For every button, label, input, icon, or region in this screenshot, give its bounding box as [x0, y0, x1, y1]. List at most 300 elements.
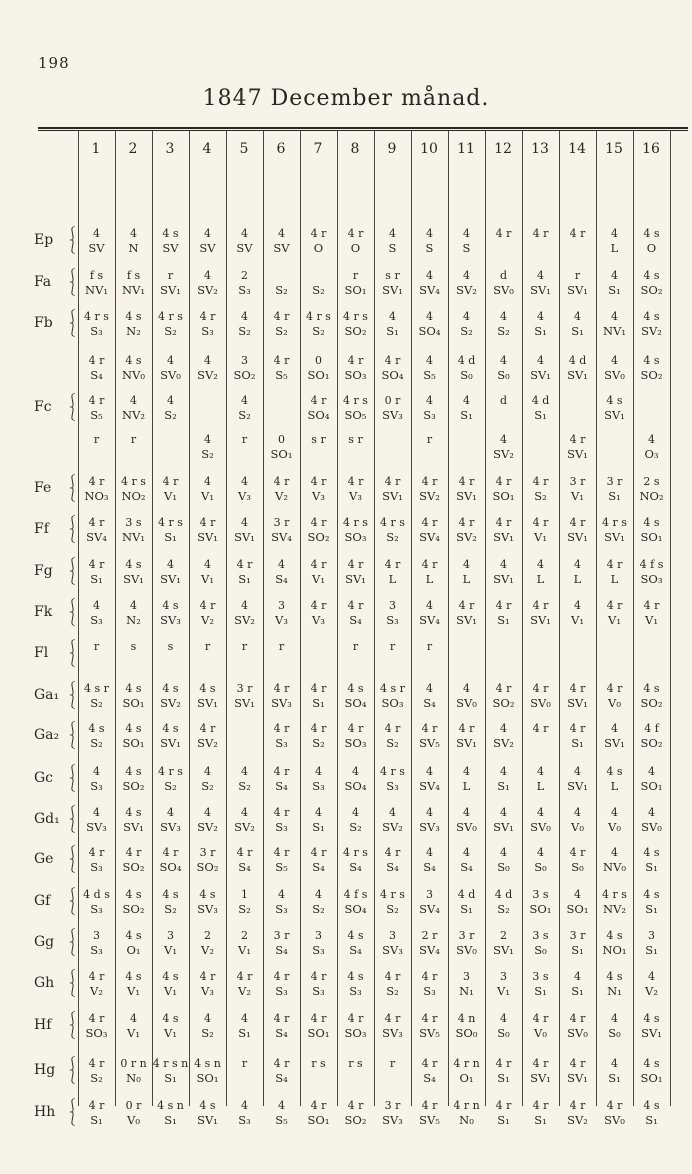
cell-top-value: 4 s	[347, 970, 364, 983]
table-cell	[115, 1011, 152, 1041]
cell-wind-value	[448, 654, 485, 669]
cell-top-value: 3 r	[569, 475, 586, 488]
row-label: Fb	[34, 315, 53, 331]
row-label: Fc	[34, 399, 52, 415]
table-cell	[374, 805, 411, 835]
column-header: 10	[420, 141, 438, 157]
cell-top-value: 4	[611, 1057, 618, 1070]
cell-top-value: 4	[463, 310, 470, 323]
column-header: 1	[91, 141, 101, 157]
table-cell	[448, 887, 485, 917]
cell-wind-value: S₃	[90, 613, 103, 627]
cell-top-value: 4 s	[199, 682, 216, 695]
cell-top-value: 4 r s n	[152, 1057, 189, 1070]
cell-top-value: 4 s	[162, 599, 179, 612]
table-cell	[522, 432, 559, 462]
table-cell	[78, 1011, 115, 1041]
cell-top-value: 4 r s	[343, 310, 368, 323]
table-cell	[448, 681, 485, 711]
table-cell	[448, 309, 485, 339]
cell-top-value: 4 r	[384, 846, 401, 859]
cell-wind-value: SO₂	[344, 1113, 367, 1127]
observation-table	[0, 131, 692, 1127]
cell-wind-value: NO₂	[639, 489, 664, 503]
cell-wind-value: S₀	[608, 1026, 621, 1040]
table-cell	[559, 515, 596, 545]
cell-wind-value: V₁	[164, 1026, 177, 1040]
cell-wind-value: S₄	[460, 860, 473, 874]
cell-top-value: 4 r	[273, 682, 290, 695]
cell-wind-value: N₁	[459, 984, 474, 998]
cell-wind-value: SO₃	[640, 572, 663, 586]
cell-wind-value: SV₃	[382, 1113, 403, 1127]
table-cell	[596, 928, 633, 958]
cell-top-value: 4 r	[384, 475, 401, 488]
table-cell	[226, 887, 263, 917]
table-cell	[337, 764, 374, 794]
cell-wind-value: S₄	[423, 696, 436, 710]
cell-wind-value: S₃	[238, 1113, 251, 1127]
cell-wind-value	[226, 654, 263, 669]
cell-top-value: 4 r	[532, 599, 549, 612]
cell-wind-value: S₀	[534, 943, 547, 957]
cell-top-value: 4 d	[494, 888, 513, 901]
cell-wind-value: S₁	[608, 1071, 621, 1085]
cell-wind-value: NO₃	[84, 489, 109, 503]
cell-top-value: 4	[463, 558, 470, 571]
cell-wind-value	[337, 654, 374, 669]
table-cell	[300, 805, 337, 835]
row-brace: ⎰ ⎱	[66, 722, 80, 750]
row-label: Hf	[34, 1017, 52, 1033]
cell-wind-value: NV₁	[122, 283, 145, 297]
cell-wind-value: SV₄	[419, 943, 440, 957]
cell-wind-value	[411, 447, 448, 462]
cell-top-value: s	[167, 640, 174, 653]
cell-wind-value: SO₂	[640, 736, 663, 750]
cell-top-value: 4	[204, 433, 211, 446]
table-cell	[448, 557, 485, 587]
row-label: Gf	[34, 893, 51, 909]
table-cell	[448, 1098, 485, 1128]
cell-top-value: 4 s	[643, 846, 660, 859]
table-cell	[263, 639, 300, 669]
table-cell	[633, 268, 670, 298]
table-cell	[559, 557, 596, 587]
cell-wind-value: SV₁	[197, 696, 218, 710]
cell-top-value: 4 r	[310, 1012, 327, 1025]
cell-wind-value: SV₃	[419, 820, 440, 834]
cell-wind-value: S₂	[386, 902, 399, 916]
cell-top-value: 4 r	[495, 682, 512, 695]
cell-wind-value: S₂	[497, 902, 510, 916]
cell-wind-value: V₁	[201, 489, 214, 503]
cell-top-value: 4	[241, 1012, 248, 1025]
cell-wind-value	[189, 654, 226, 669]
row-brace: ⎰ ⎱	[66, 1057, 80, 1085]
cell-top-value: 4 r	[310, 516, 327, 529]
cell-wind-value: SO₁	[529, 902, 552, 916]
cell-wind-value: V₃	[275, 613, 288, 627]
table-cell	[522, 268, 559, 298]
table-cell	[152, 353, 189, 383]
cell-top-value: 4 d	[457, 354, 476, 367]
cell-wind-value: V₂	[90, 984, 103, 998]
table-cell	[337, 1056, 374, 1086]
table-cell	[559, 928, 596, 958]
cell-wind-value: SV₁	[493, 943, 514, 957]
cell-wind-value: V₁	[608, 613, 621, 627]
table-cell	[485, 393, 522, 423]
row-label: Hg	[34, 1062, 56, 1078]
cell-wind-value	[78, 447, 115, 462]
table-cell	[411, 268, 448, 298]
row-brace: ⎰ ⎱	[66, 599, 80, 627]
cell-wind-value: SO₂	[344, 324, 367, 338]
cell-wind-value: V₀	[608, 696, 621, 710]
cell-wind-value: SO₃	[85, 1026, 108, 1040]
cell-top-value: 4	[574, 558, 581, 571]
table-cell	[189, 432, 226, 462]
cell-top-value: r	[389, 1057, 396, 1070]
cell-wind-value: SV₁	[641, 1026, 662, 1040]
cell-top-value: 4 r	[199, 516, 216, 529]
column-header: 8	[350, 141, 360, 157]
cell-wind-value: SV₂	[234, 613, 255, 627]
table-cell	[374, 432, 411, 462]
cell-wind-value: SV₀	[604, 1113, 625, 1127]
table-cell	[485, 598, 522, 628]
table-cell	[374, 639, 411, 669]
table-cell	[337, 1011, 374, 1041]
cell-top-value: 4 r	[569, 722, 586, 735]
cell-wind-value: V₀	[127, 1113, 140, 1127]
cell-top-value: 4 r	[569, 433, 586, 446]
cell-top-value	[596, 639, 633, 654]
cell-top-value: 4 r	[199, 722, 216, 735]
cell-wind-value: S₁	[460, 408, 473, 422]
cell-wind-value: O	[350, 241, 361, 255]
cell-wind-value	[226, 736, 263, 751]
cell-wind-value: SV₁	[604, 408, 625, 422]
table-cell	[485, 721, 522, 751]
column-header: 12	[494, 141, 512, 157]
cell-wind-value: SV₁	[567, 368, 588, 382]
table-cell	[522, 226, 559, 256]
cell-wind-value: V₁	[534, 530, 547, 544]
cell-wind-value: V₂	[238, 984, 251, 998]
cell-wind-value: S₂	[460, 324, 473, 338]
cell-wind-value: V₃	[238, 489, 251, 503]
table-cell	[374, 887, 411, 917]
table-cell	[559, 353, 596, 383]
table-cell	[374, 764, 411, 794]
table-cell	[411, 928, 448, 958]
table-cell	[411, 353, 448, 383]
table-cell	[448, 805, 485, 835]
cell-wind-value	[300, 1071, 337, 1086]
table-cell	[226, 764, 263, 794]
cell-top-value: 4 s r	[380, 682, 405, 695]
cell-top-value: 4 s	[162, 227, 179, 240]
cell-top-value: 4 r	[273, 1057, 290, 1070]
cell-wind-value: SV₄	[86, 530, 107, 544]
table-cell	[522, 928, 559, 958]
cell-wind-value: SV₃	[160, 820, 181, 834]
cell-top-value: 3	[315, 929, 322, 942]
page-title: 1847 December månad.	[202, 86, 490, 111]
cell-wind-value: S₂	[90, 736, 103, 750]
cell-wind-value: L	[425, 572, 434, 586]
cell-top-value: 4	[241, 516, 248, 529]
table-cell	[596, 805, 633, 835]
cell-top-value	[559, 393, 596, 408]
cell-top-value: 4	[463, 765, 470, 778]
cell-wind-value: S₂	[90, 1071, 103, 1085]
table-cell	[559, 432, 596, 462]
cell-top-value: 4 r s	[380, 516, 405, 529]
table-cell	[337, 1098, 374, 1128]
cell-top-value: s r	[348, 433, 363, 446]
cell-top-value: 4	[500, 846, 507, 859]
cell-top-value: 4 n	[457, 1012, 476, 1025]
cell-wind-value: SV₀	[456, 943, 477, 957]
cell-top-value: 4 d	[457, 888, 476, 901]
table-cell	[485, 639, 522, 669]
cell-top-value: 4 r n	[453, 1099, 480, 1112]
cell-wind-value: S₁	[460, 902, 473, 916]
cell-top-value: 4	[463, 227, 470, 240]
column-header: 16	[642, 141, 660, 157]
cell-top-value: 4 r	[88, 558, 105, 571]
cell-wind-value: S₅	[275, 1113, 288, 1127]
cell-top-value: 4 d s	[83, 888, 110, 901]
table-cell	[115, 1098, 152, 1128]
table-cell	[485, 928, 522, 958]
cell-top-value: 4	[611, 1012, 618, 1025]
table-cell	[189, 969, 226, 999]
cell-wind-value: SO₂	[122, 860, 145, 874]
cell-top-value: r	[352, 640, 359, 653]
cell-wind-value: S₂	[238, 324, 251, 338]
cell-wind-value: V₁	[164, 489, 177, 503]
table-cell	[226, 598, 263, 628]
cell-top-value: 4	[426, 846, 433, 859]
column-header: 14	[568, 141, 586, 157]
cell-top-value: 4 r	[532, 516, 549, 529]
table-cell	[152, 268, 189, 298]
cell-top-value: f s	[126, 269, 141, 282]
cell-wind-value: SV₁	[493, 572, 514, 586]
table-cell	[300, 226, 337, 256]
cell-wind-value	[226, 447, 263, 462]
table-cell	[633, 393, 670, 423]
table-cell	[263, 515, 300, 545]
cell-wind-value: S₂	[238, 779, 251, 793]
cell-wind-value: NV₂	[122, 408, 145, 422]
table-cell	[226, 845, 263, 875]
cell-wind-value: L	[462, 779, 471, 793]
cell-wind-value: S₂	[386, 530, 399, 544]
cell-wind-value: S₁	[571, 984, 584, 998]
cell-top-value: 4 r	[199, 599, 216, 612]
cell-wind-value: N₁	[607, 984, 622, 998]
row-brace: ⎰ ⎱	[66, 227, 80, 255]
cell-top-value: 2 s	[643, 475, 660, 488]
cell-wind-value: NV₂	[603, 902, 626, 916]
cell-top-value: 4 r n	[453, 1057, 480, 1070]
table-cell	[226, 393, 263, 423]
cell-top-value: 4 s	[347, 929, 364, 942]
table-cell	[522, 1011, 559, 1041]
table-cell	[226, 639, 263, 669]
cell-wind-value: S₃	[275, 820, 288, 834]
cell-wind-value: SV	[88, 241, 105, 255]
row-label: Fl	[34, 645, 49, 661]
table-cell	[115, 474, 152, 504]
cell-wind-value: SV₃	[382, 408, 403, 422]
cell-top-value: 4	[278, 1099, 285, 1112]
cell-wind-value: SV₁	[530, 613, 551, 627]
table-cell	[522, 598, 559, 628]
cell-top-value: 4 r s	[343, 394, 368, 407]
cell-wind-value: SO₁	[307, 1113, 330, 1127]
cell-top-value: 4 s	[643, 310, 660, 323]
cell-top-value	[300, 268, 337, 283]
cell-wind-value: S₄	[312, 860, 325, 874]
table-cell	[522, 639, 559, 669]
cell-wind-value: V₁	[127, 1026, 140, 1040]
table-cell	[448, 393, 485, 423]
cell-wind-value: N₀	[126, 1071, 141, 1085]
table-cell	[337, 721, 374, 751]
cell-top-value: 4	[389, 806, 396, 819]
table-cell	[189, 639, 226, 669]
table-cell	[448, 1056, 485, 1086]
cell-top-value: 4 s	[162, 722, 179, 735]
cell-wind-value: S₀	[460, 368, 473, 382]
cell-wind-value: V₁	[164, 943, 177, 957]
cell-wind-value: SV₂	[641, 324, 662, 338]
table-cell	[189, 681, 226, 711]
cell-wind-value: S₁	[571, 324, 584, 338]
row-brace: ⎰ ⎱	[66, 1012, 80, 1040]
table-cell	[522, 845, 559, 875]
cell-wind-value	[115, 447, 152, 462]
cell-top-value: 3 r	[199, 846, 216, 859]
table-cell	[374, 1056, 411, 1086]
cell-top-value: 4 r	[236, 846, 253, 859]
table-cell	[485, 681, 522, 711]
table-cell	[300, 639, 337, 669]
table-cell	[300, 268, 337, 298]
cell-top-value: 4 r	[495, 227, 512, 240]
table-cell	[596, 969, 633, 999]
cell-top-value: 4 r	[199, 310, 216, 323]
table-cell	[152, 1056, 189, 1086]
cell-top-value: 4	[537, 846, 544, 859]
cell-wind-value	[337, 447, 374, 462]
cell-wind-value: S₅	[423, 368, 436, 382]
cell-wind-value: V₁	[164, 984, 177, 998]
cell-wind-value: S₃	[238, 283, 251, 297]
cell-wind-value: S₂	[386, 984, 399, 998]
cell-wind-value: SV₃	[197, 902, 218, 916]
cell-wind-value: SV₀	[160, 368, 181, 382]
cell-wind-value: SV₁	[493, 530, 514, 544]
table-cell	[522, 393, 559, 423]
cell-wind-value: SV₁	[604, 736, 625, 750]
table-cell	[448, 1011, 485, 1041]
cell-wind-value: SV₀	[456, 820, 477, 834]
table-cell	[374, 928, 411, 958]
cell-wind-value: S₂	[201, 1026, 214, 1040]
cell-wind-value: S₃	[90, 902, 103, 916]
table-cell	[485, 557, 522, 587]
cell-top-value: 2	[500, 929, 507, 942]
cell-top-value: 4	[537, 269, 544, 282]
cell-wind-value: S₁	[571, 736, 584, 750]
cell-wind-value: S₂	[164, 324, 177, 338]
cell-wind-value: SV₁	[234, 530, 255, 544]
cell-top-value: r	[426, 433, 433, 446]
cell-wind-value: S₂	[164, 902, 177, 916]
cell-wind-value: L	[388, 572, 397, 586]
cell-top-value: 4 r	[643, 599, 660, 612]
cell-wind-value: S₂	[90, 696, 103, 710]
cell-top-value: 3	[426, 888, 433, 901]
cell-wind-value: S₃	[201, 324, 214, 338]
table-cell	[596, 887, 633, 917]
table-cell	[448, 845, 485, 875]
cell-top-value: r	[167, 269, 174, 282]
cell-wind-value	[263, 408, 300, 423]
cell-top-value: 4 r	[532, 227, 549, 240]
table-cell	[226, 226, 263, 256]
table-cell	[596, 474, 633, 504]
cell-top-value: 4	[426, 765, 433, 778]
table-cell	[411, 721, 448, 751]
table-cell	[152, 845, 189, 875]
cell-top-value: 4 r	[347, 1099, 364, 1112]
cell-wind-value: V₁	[127, 984, 140, 998]
cell-top-value: 4	[426, 599, 433, 612]
cell-top-value: 4	[204, 475, 211, 488]
cell-top-value: 3 s	[532, 888, 549, 901]
table-cell	[485, 969, 522, 999]
table-cell	[263, 764, 300, 794]
table-cell	[226, 805, 263, 835]
cell-wind-value: L	[573, 572, 582, 586]
cell-wind-value: SO₁	[492, 489, 515, 503]
cell-top-value: 4 r	[310, 722, 327, 735]
row-label: Ga₂	[34, 727, 60, 743]
cell-wind-value: SV₂	[419, 489, 440, 503]
cell-top-value: 4	[315, 888, 322, 901]
cell-wind-value: NV₁	[603, 324, 626, 338]
cell-wind-value: SO₂	[640, 696, 663, 710]
cell-top-value: 4	[574, 888, 581, 901]
cell-wind-value: S₁	[90, 572, 103, 586]
cell-top-value: 4	[611, 310, 618, 323]
cell-top-value: 4	[389, 310, 396, 323]
cell-wind-value: SO₄	[159, 860, 182, 874]
table-cell	[115, 309, 152, 339]
cell-top-value: 4 s	[88, 722, 105, 735]
cell-wind-value: S₂	[238, 408, 251, 422]
cell-wind-value: SV₀	[641, 820, 662, 834]
table-cell	[596, 557, 633, 587]
